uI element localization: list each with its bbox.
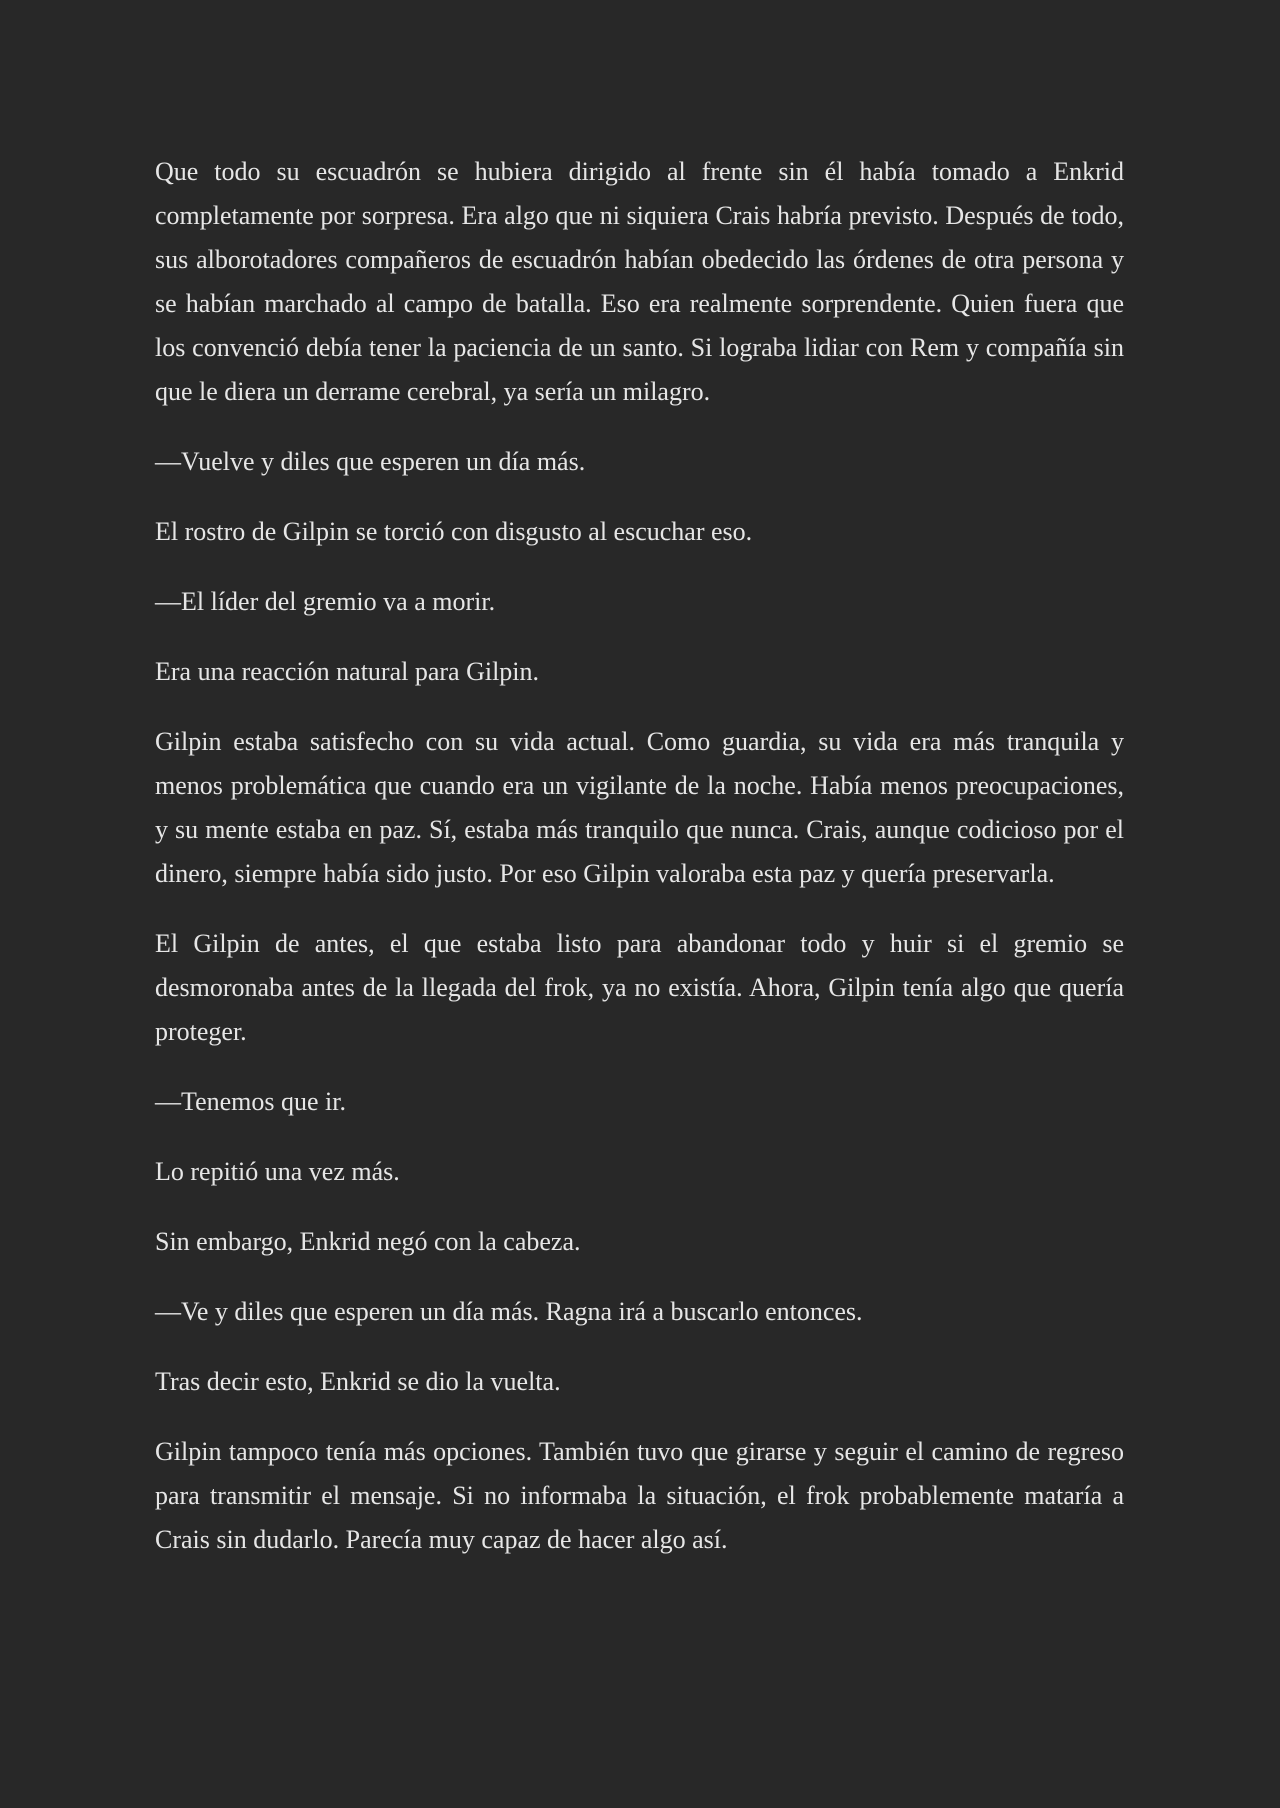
- paragraph: Tras decir esto, Enkrid se dio la vuelta.: [155, 1367, 561, 1396]
- paragraph: —Ve y diles que esperen un día más. Ragna irá a buscarlo entonces.: [155, 1297, 863, 1326]
- paragraph: El rostro de Gilpin se torció con disgusto al escuchar eso.: [155, 517, 753, 546]
- paragraph: Lo repitió una vez más.: [155, 1157, 400, 1186]
- paragraph: Gilpin estaba satisfecho con su vida actual. Como guardia, su vida era más tranquila y menos problemática que cuando era un vigilante de la noche. Había menos preocupaciones, y su mente estaba en paz. Sí, estaba más tranquilo que nunca. Crais, aunque codicioso por el dinero, siempre había sido justo. Por eso Gilpin valoraba esta paz y quería preservarla.: [155, 727, 1124, 888]
- reader-text: [155, 150, 1124, 1588]
- paragraph: —El líder del gremio va a morir.: [155, 587, 496, 616]
- paragraph: El Gilpin de antes, el que estaba listo para abandonar todo y huir si el gremio se desmoronaba antes de la llegada del frok, ya no existía. Ahora, Gilpin tenía algo que quería proteger.: [155, 929, 1124, 1046]
- paragraph: Que todo su escuadrón se hubiera dirigido al frente sin él había tomado a Enkrid completamente por sorpresa. Era algo que ni siquiera Crais habría previsto. Después de todo, sus alborotadores compañeros de escuadrón habían obedecido las órdenes de otra persona y se habían marchado al campo de batalla. Eso era realmente sorprendente. Quien fuera que los convenció debía tener la paciencia de un santo. Si lograba lidiar con Rem y compañía sin que le diera un derrame cerebral, ya sería un milagro.: [155, 157, 1124, 406]
- paragraph: Gilpin tampoco tenía más opciones. También tuvo que girarse y seguir el camino de regreso para transmitir el mensaje. Si no informaba la situación, el frok probablemente mataría a Crais sin dudarlo. Parecía muy capaz de hacer algo así.: [155, 1437, 1124, 1554]
- paragraph: —Vuelve y diles que esperen un día más.: [155, 447, 586, 476]
- paragraph: Era una reacción natural para Gilpin.: [155, 657, 540, 686]
- paragraph: Sin embargo, Enkrid negó con la cabeza.: [155, 1227, 581, 1256]
- paragraph: —Tenemos que ir.: [155, 1087, 346, 1116]
